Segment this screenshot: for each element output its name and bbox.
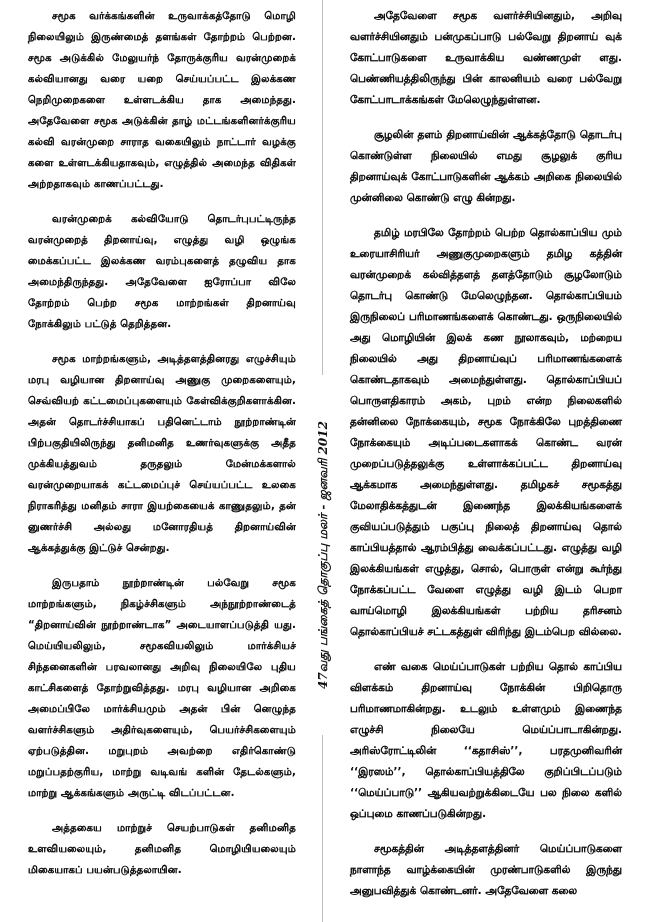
paragraph: வரன்முறைக் கல்வியோடு தொடர்புபட்டிருந்த வரன்முறைத் திறனாய்வு, எழுத்து வழி ஒழுங்க மைக்கப்பட்ட இலக்கண வரம்புகளைத் தழுவிய தாக அமைந்திருந்தது. அதேவேளை ஐரோப்பா விலே தோற்றம் பெற்ற சமூக மாற்றங்கள் திறனாய்வு நோக்கிலும் பட்டுத் தெறித்தன. [28,214,296,330]
paragraph: அதேவேளை சமூக வளர்ச்சியினதும், அறிவு வளர்ச்சியினதும் பன்முகப்பாடு பல்வேறு திறனாய் வுக் கோட்பாடுகளை உருவாக்கிய வண்ணமுள் ளது. பெண்ணியத்திலிருந்து பின் காலனியம் வரை பல்வேறு கோட்பாடாக்கங்கள் மேலெழுந்துள்ளன. [350,10,622,106]
running-head: 47வது பங்கைத் தொகுப்பு மலர் - ஜனவரி 2012 [314,375,332,735]
right-column [350,6,622,916]
paragraph: சூழலின் தளம் திறனாய்வின் ஆக்கத்தோடு தொடர்பு கொண்டுள்ள நிலையில் எமது சூழலுக் குரிய திறனாய்வுக் கோட்பாடுகளின் ஆக்கம் அறிகை நிலையில் முன்னிலை கொண்டு எழு கின்றது. [350,129,622,204]
left-column [28,6,296,895]
paragraph: சமூகத்தின் அடித்தளத்தினர் மெய்ப்பாடுகளை நாளாந்த வாழ்க்கையின் முரண்பாடுகளில் இருந்து அனுபவித்துக் கொண்டனர். அதேவேளை கலை [350,843,622,897]
paragraph: அத்தகைய மாற்றுச் செயற்பாடுகள் தனிமனித உளவியலையும், தனிமனித மொழியியலையும் மிகையாகப் பயன்படுத்தலாயின. [28,823,296,876]
paragraph: சமூக மாற்றங்களும், அடித்தளத்தினரது எழுச்சியும் மரபு வழியான திறனாய்வு அணுகு முறைகளையும், செவ்வியற் கட்டமைப்புகளையும் கேள்விக்குறிகளாக்கின. அதன் தொடர்ச்சியாகப் பதினெட்டாம் நூற்றாண்டின் பிற்பகுதியிலிருந்து தனிமனித உணர்வுகளுக்கு அதீத முக்கியத்துவம் தருதலும் மேன்மக்களால் வரன்முறையாகக் கட்டமைப்புச் செய்யப்பட்ட உலகை நிராகரித்து மனிதம் சாரா இயற்கையைக் காணுதலும், தன் னுணர்ச்சி அல்லது மனோரதியத் திறனாய்வின் ஆக்கத்துக்கு இட்டுச் சென்றது. [28,354,296,554]
paragraph: சமூக வர்க்கங்களின் உருவாக்கத்தோடு மொழி நிலையிலும் இருண்மைத் தளங்கள் தோற்றம் பெற்றன. சமூக அடுக்கில் மேலுயர்ந் தோருக்குரிய வரன்முறைக் கல்வியானது வரை யறை செய்யப்பட்ட இலக்கண நெறிமுறைகளை உள்ளடக்கிய தாக அமைந்தது. அதேவேளை சமூக அடுக்கின் தாழ் மட்டங்களினர்க்குரிய கல்வி வரன்முறை சாராத வகையிலும் நாட்டார் வழக்கு களை உள்ளடக்கியதாகவும், எழுத்தில் அமைந்த விதிகள் அற்றதாகவும் காணப்பட்டது. [28,11,296,190]
paragraph: தமிழ் மரபிலே தோற்றம் பெற்ற தொல்காப்பிய மும் உரையாசிரியர் அணுகுமுறைகளும் தமிழ கத்தின் வரன்முறைக் கல்வித்தளத் தளத்தோடும் சூழலோடும் தொடர்பு கொண்டு மேலெழுந்தன. தொல்காப்பியம் இருநிலைப் பரிமாணங்களைக் கொண்டது. ஒருநிலையில் அது மொழியின் இலக் கண நூலாகவும், மற்றைய நிலையில் அது திறனாய்வுப் பரிமாணங்களைக் கொண்டதாகவும் அமைந்துள்ளது. தொல்காப்பியப் பொருளதிகாரம் அகம், புறம் என்ற நிலைகளில் தன்னிலை நோக்கையும், சமூக நோக்கிலே புறத்திணை நோக்கையும் அடிப்படைகளாகக் கொண்ட வரன் முறைப்படுத்தலுக்கு உள்ளாக்கப்பட்ட திறனாய்வு ஆக்கமாக அமைந்துள்ளது. தமிழகச் சமூகத்து மேலாதிக்கத்துடன் இணைந்த இலக்கியங்களைக் குவியப்படுத்தும் பகுப்பு நிலைத் திறனாய்வு தொல் காப்பியத்தால் ஆரம்பித்து வைக்கப்பட்டது. எழுத்து வழி இலக்கியங்கள் எழுத்து, சொல், பொருள் என்று கூர்ந்து நோக்கப்பட்ட வேளை எழுத்து வழி இடம் பெறா வாய்மொழி இலக்கியங்கள் பற்றிய தரிசனம் தொல்காப்பியச் சட்டகத்துள் விரிந்து இடம்பெற வில்லை. [350,227,622,638]
paragraph: இருபதாம் நூற்றாண்டின் பல்வேறு சமூக மாற்றங்களும், நிகழ்ச்சிகளும் அந்நூற்றாண்டைத் “திறனாய்வின் நூற்றாண்டாக” அடையாளப்படுத்தி யது. மெய்யியலிலும், சமூகவியலிலும் மார்க்சியச் சிந்தனைகளின் பரவலானது அறிவு நிலையிலே புதிய காட்சிகளைத் தோற்றுவித்தது. மரபு வழியான அறிகை அமைப்பிலே மார்க்சியமும் அதன் பின் னெழுந்த வளர்ச்சிகளும் அதிர்வுகளையும், பெயர்ச்சிகளையும் ஏற்படுத்தின. மறுபுறம் அவற்றை எதிர்கொண்டு மறுப்பதற்குரிய, மாற்று வடிவங் களின் தேடல்களும், மாற்று ஆக்கங்களும் அருட்டி விடப்பட்டன. [28,578,296,799]
paragraph: எண் வகை மெய்ப்பாடுகள் பற்றிய தொல் காப்பிய விளக்கம் திறனாய்வு நோக்கின் பிறிதொரு பரிமாணமாகின்றது. உடலும் உள்ளமும் இணைந்த எழுச்சி நிலையே மெய்ப்பாடாகின்றது. அரிஸ்ரோட்டிலின் ‘‘கதாசிஸ்’’, பரதமுனிவரின் ‘‘இரஸம்’’, தொல்காப்பியத்திலே குறிப்பிடப்படும் ‘‘மெய்ப்பாடு’’ ஆகியவற்றுக்கிடையே பல நிலை களில் ஒப்புமை காணப்படுகின்றது. [350,661,622,820]
